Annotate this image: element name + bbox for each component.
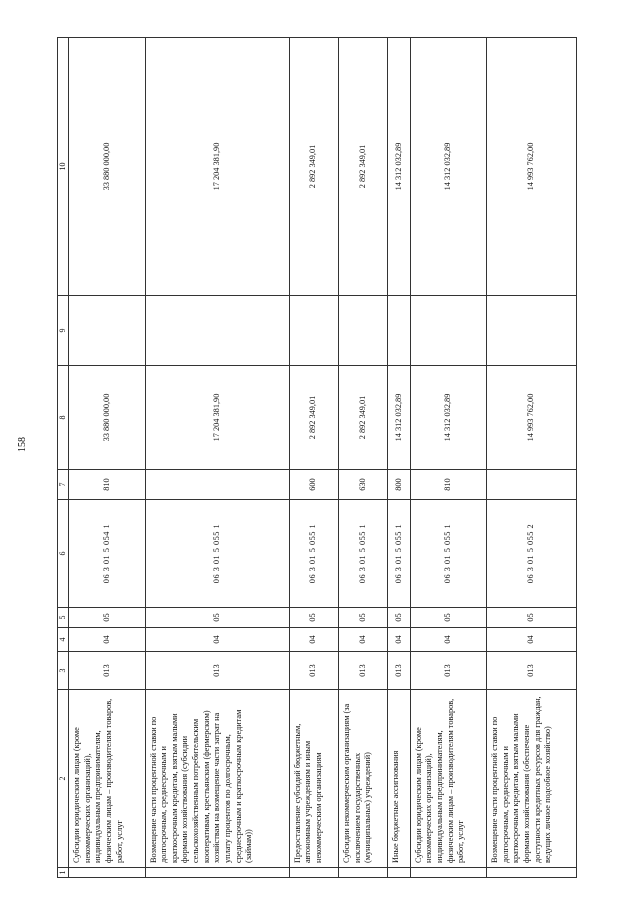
table-row — [487, 38, 577, 878]
gr-cell: 013 — [289, 652, 338, 690]
amount-10-cell: 33 880 000,00 — [69, 38, 145, 296]
column-header: 3 — [58, 652, 69, 690]
amount-10-cell: 14 993 762,00 — [487, 38, 577, 296]
row-number-cell — [338, 868, 387, 878]
column-header: 6 — [58, 500, 69, 608]
description-cell: Иные бюджетные ассигнования — [388, 690, 410, 868]
amount-9-cell — [338, 296, 387, 366]
column-header: 8 — [58, 366, 69, 470]
amount-8-cell: 14 993 762,00 — [487, 366, 577, 470]
description-cell: Предоставление субсидий бюджетным, автономным учреждениям и иным некоммерческим организациям — [289, 690, 338, 868]
amount-8-cell: 14 312 032,89 — [410, 366, 486, 470]
description-cell: Субсидии юридическим лицам (кроме некоммерческих организаций), индивидуальным предпринимателям, физическим лицам – производителям товаров, работ, услуг — [69, 690, 145, 868]
table-row — [388, 38, 410, 878]
amount-8-cell: 14 312 032,89 — [388, 366, 410, 470]
description-cell: Субсидии некоммерческим организациям (за исключением государственных (муниципальных) учреждений) — [338, 690, 387, 868]
amount-10-cell: 14 312 032,89 — [388, 38, 410, 296]
amount-8-cell: 2 892 349,01 — [289, 366, 338, 470]
amount-9-cell — [487, 296, 577, 366]
row-number-cell — [388, 868, 410, 878]
amount-8-cell: 17 204 381,90 — [145, 366, 289, 470]
table-row — [289, 38, 338, 878]
description-cell: Субсидии юридическим лицам (кроме некоммерческих организаций), индивидуальным предпринимателям, физическим лицам – производителям товаров, работ, услуг — [410, 690, 486, 868]
row-number-cell — [289, 868, 338, 878]
rz-cell: 04 — [388, 628, 410, 652]
table-row — [410, 38, 486, 878]
rz-cell: 04 — [338, 628, 387, 652]
pr-cell: 05 — [338, 608, 387, 628]
column-number-row — [58, 38, 69, 878]
vr-cell: 810 — [69, 470, 145, 500]
amount-10-cell: 2 892 349,01 — [289, 38, 338, 296]
vr-cell: 810 — [410, 470, 486, 500]
column-header: 4 — [58, 628, 69, 652]
rz-cell: 04 — [145, 628, 289, 652]
gr-cell: 013 — [487, 652, 577, 690]
gr-cell: 013 — [69, 652, 145, 690]
amount-10-cell: 17 204 381,90 — [145, 38, 289, 296]
page-number: 158 — [17, 437, 28, 452]
csr-cell: 06 3 01 5 055 2 — [487, 500, 577, 608]
amount-9-cell — [145, 296, 289, 366]
csr-cell: 06 3 01 5 055 1 — [289, 500, 338, 608]
csr-cell: 06 3 01 5 054 1 — [69, 500, 145, 608]
rz-cell: 04 — [410, 628, 486, 652]
vr-cell: 600 — [289, 470, 338, 500]
rz-cell: 04 — [69, 628, 145, 652]
pr-cell: 05 — [487, 608, 577, 628]
column-header: 1 — [58, 868, 69, 878]
amount-10-cell: 2 892 349,01 — [338, 38, 387, 296]
csr-cell: 06 3 01 5 055 1 — [388, 500, 410, 608]
rz-cell: 04 — [487, 628, 577, 652]
table-row — [145, 38, 289, 878]
vr-cell: 630 — [338, 470, 387, 500]
amount-9-cell — [388, 296, 410, 366]
pr-cell: 05 — [410, 608, 486, 628]
gr-cell: 013 — [388, 652, 410, 690]
gr-cell: 013 — [145, 652, 289, 690]
column-header: 7 — [58, 470, 69, 500]
gr-cell: 013 — [338, 652, 387, 690]
amount-9-cell — [69, 296, 145, 366]
vr-cell — [487, 470, 577, 500]
vr-cell — [145, 470, 289, 500]
column-header: 5 — [58, 608, 69, 628]
csr-cell: 06 3 01 5 055 1 — [410, 500, 486, 608]
column-header: 9 — [58, 296, 69, 366]
table-row — [69, 38, 145, 878]
column-header: 2 — [58, 690, 69, 868]
budget-table-container — [57, 38, 577, 878]
row-number-cell — [145, 868, 289, 878]
gr-cell: 013 — [410, 652, 486, 690]
row-number-cell — [69, 868, 145, 878]
csr-cell: 06 3 01 5 055 1 — [338, 500, 387, 608]
amount-9-cell — [410, 296, 486, 366]
pr-cell: 05 — [145, 608, 289, 628]
rz-cell: 04 — [289, 628, 338, 652]
row-number-cell — [410, 868, 486, 878]
pr-cell: 05 — [388, 608, 410, 628]
budget-table — [57, 37, 577, 878]
amount-8-cell: 33 880 000,00 — [69, 366, 145, 470]
row-number-cell — [487, 868, 577, 878]
amount-8-cell: 2 892 349,01 — [338, 366, 387, 470]
table-row — [338, 38, 387, 878]
csr-cell: 06 3 01 5 055 1 — [145, 500, 289, 608]
pr-cell: 05 — [289, 608, 338, 628]
description-cell: Возмещение части процентной ставки по долгосрочным, среднесрочным и краткосрочным кредитам, взятым малыми формами хозяйствования (обеспечение доступности кредитных ресурсов для граждан, ведущих личное подсобное хозяйство) — [487, 690, 577, 868]
vr-cell: 800 — [388, 470, 410, 500]
pr-cell: 05 — [69, 608, 145, 628]
amount-10-cell: 14 312 032,89 — [410, 38, 486, 296]
column-header: 10 — [58, 38, 69, 296]
description-cell: Возмещение части процентной ставки по долгосрочным, среднесрочным и краткосрочным кредитам, взятым малыми формами хозяйствования (субсидии сельскохозяйственным потребительским кооперативам, крестьянским (фермерским) хозяйствам на возмещение части затрат на уплату процентов по долгосрочным, среднесрочным и краткосрочным кредитам (займам)) — [145, 690, 289, 868]
amount-9-cell — [289, 296, 338, 366]
